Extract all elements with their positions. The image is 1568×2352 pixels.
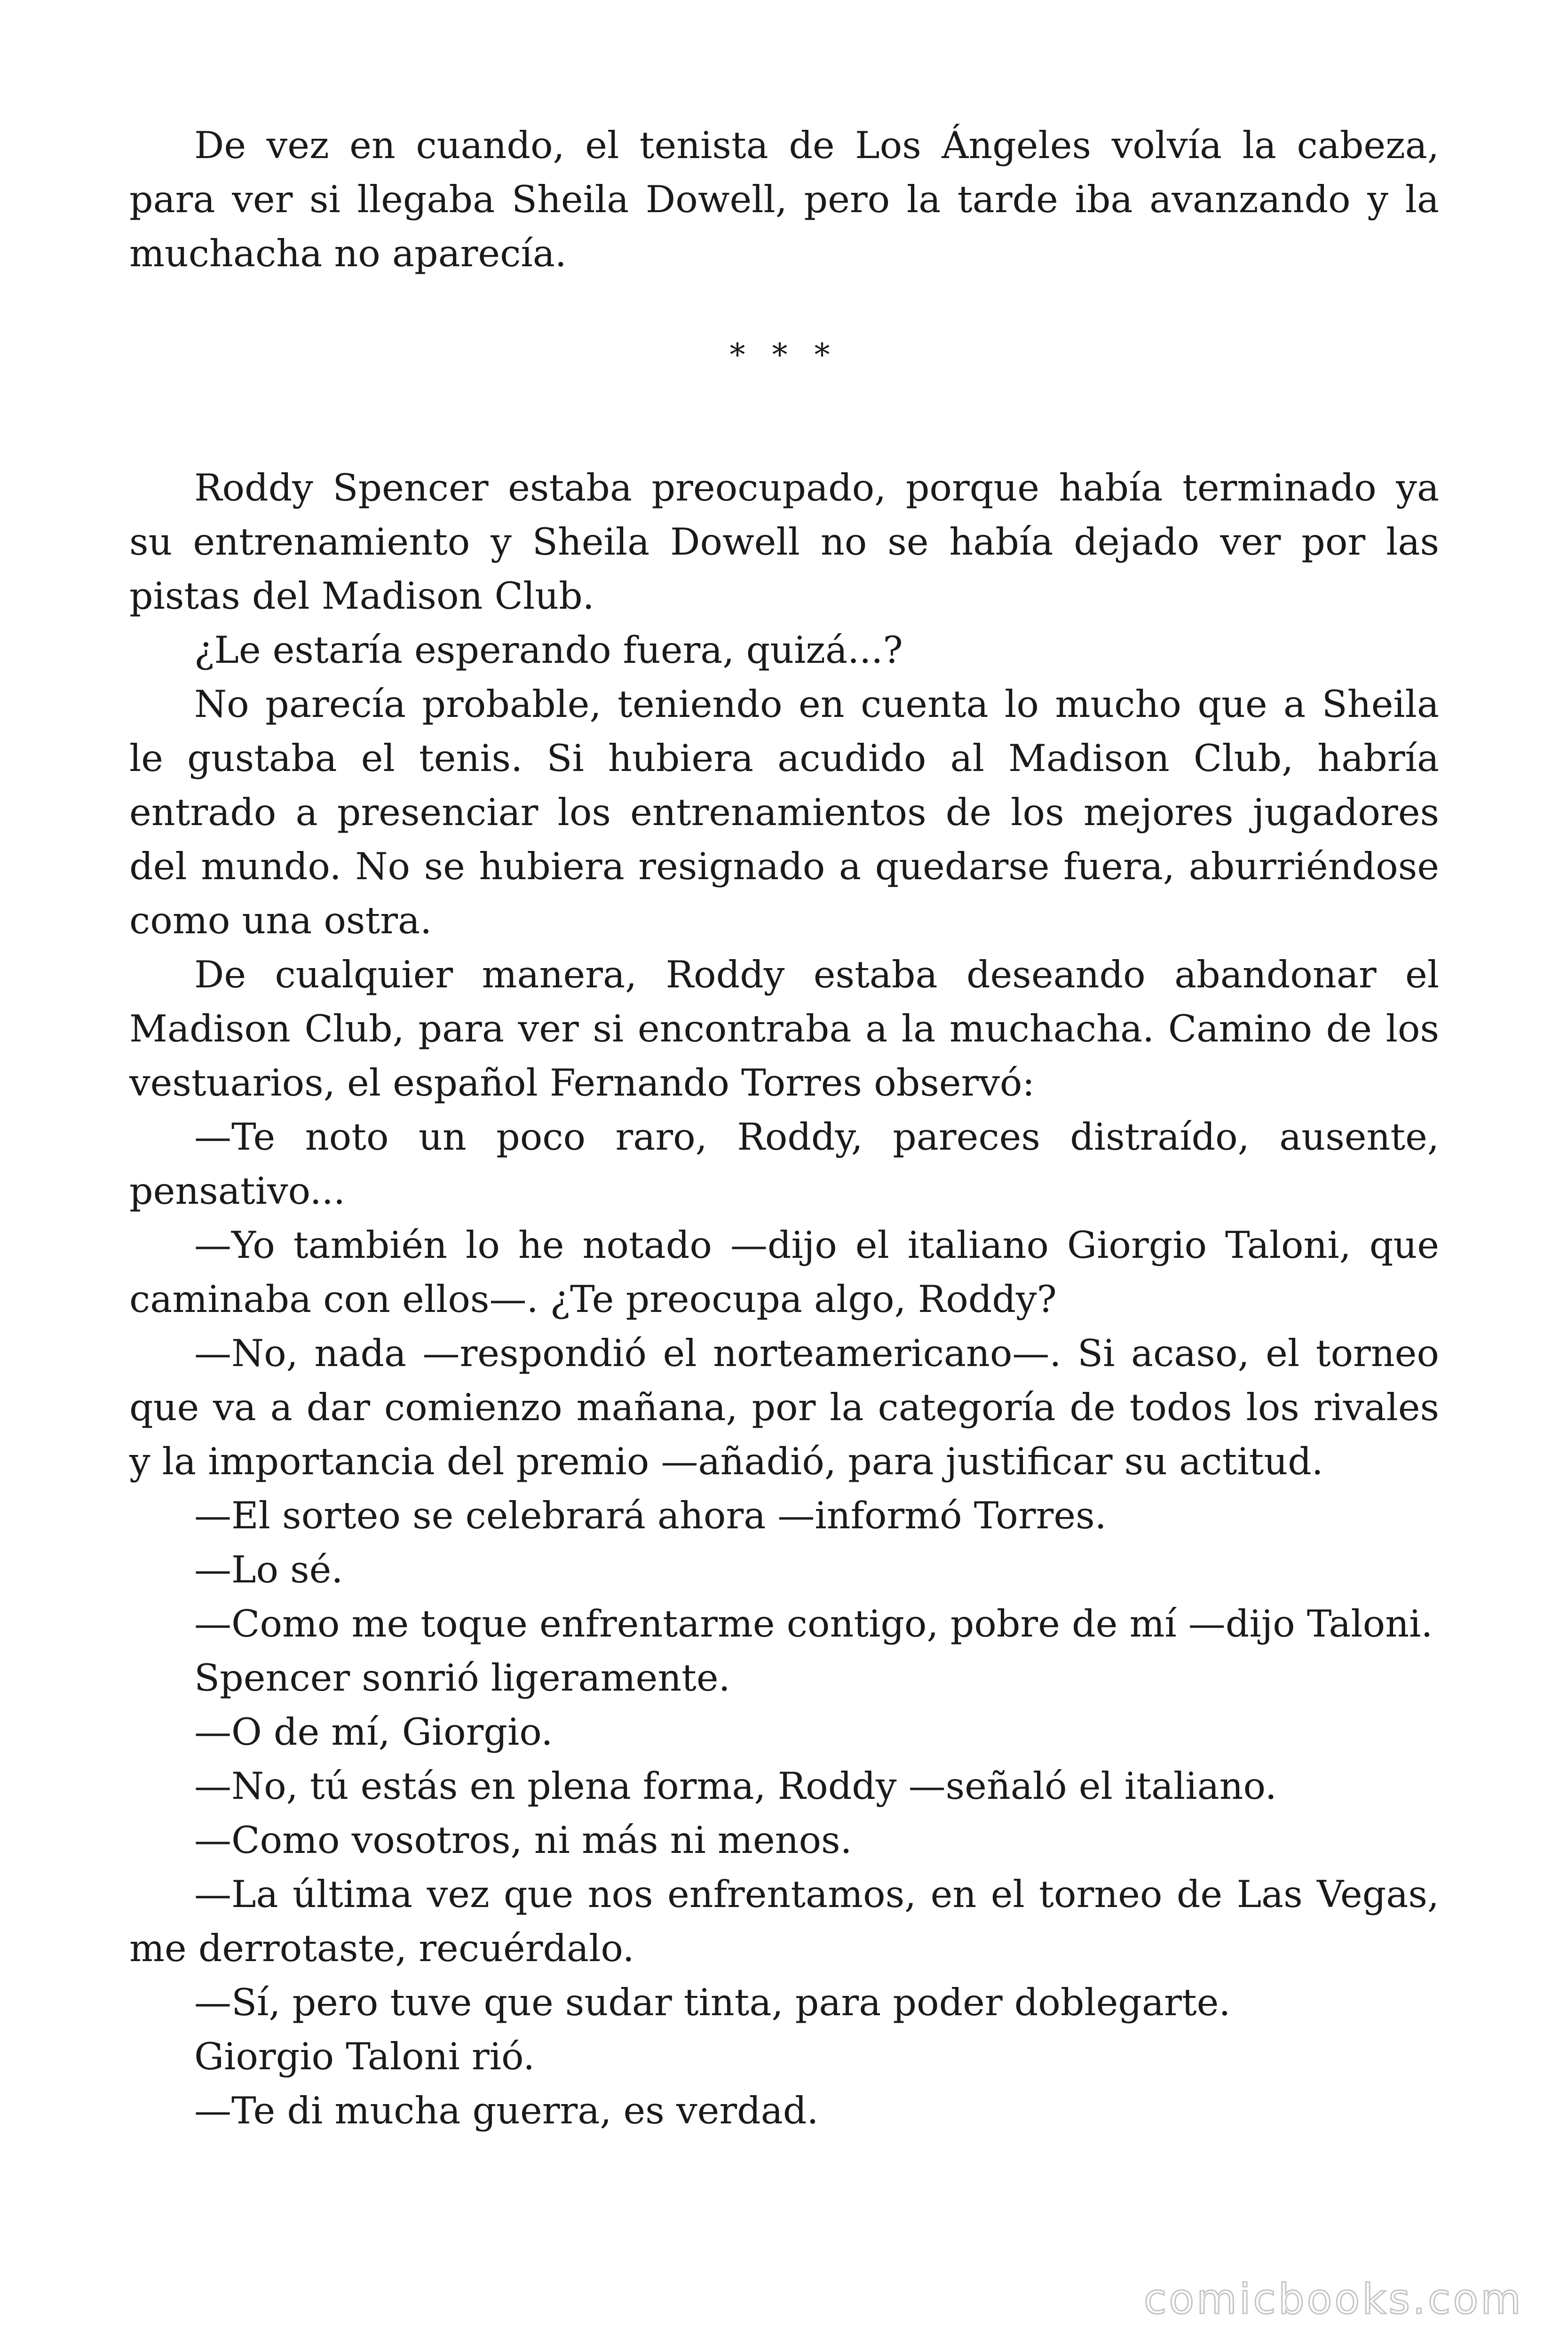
- dialogue-line: —Como me toque enfrentarme contigo, pobre de mí —dijo Taloni.: [194, 1602, 1433, 1645]
- watermark-text: comicbooks.com: [1143, 2275, 1523, 2323]
- dialogue-line: —Como vosotros, ni más ni menos.: [194, 1819, 852, 1862]
- dialogue-line: —El sorteo se celebrará ahora —informó Torres.: [194, 1494, 1107, 1537]
- dialogue-line: —No, nada —respondió el norteamericano—. Si acaso, el torneo que va a dar comienzo mañana, por la categoría de todos los rivales y la importancia del premio —añadió, para justificar su actitud.: [129, 1332, 1439, 1483]
- dialogue-line: —Te noto un poco raro, Roddy, pareces distraído, ausente, pensativo...: [129, 1115, 1439, 1213]
- paragraph: Spencer sonrió ligeramente.: [194, 1656, 730, 1700]
- dialogue-line: —Sí, pero tuve que sudar tinta, para poder doblegarte.: [194, 1981, 1231, 2024]
- dialogue-line: —Yo también lo he notado —dijo el italiano Giorgio Taloni, que caminaba con ellos—. ¿Te preocupa algo, Roddy?: [129, 1224, 1439, 1321]
- paragraph: De cualquier manera, Roddy estaba deseando abandonar el Madison Club, para ver si encontraba a la muchacha. Camino de los vestuarios, el español Fernando Torres observó:: [129, 953, 1439, 1104]
- dialogue-line: —Lo sé.: [194, 1548, 343, 1591]
- section-separator: * * *: [729, 337, 839, 373]
- top-text-block: [129, 119, 1439, 281]
- dialogue-line: —Te di mucha guerra, es verdad.: [194, 2089, 819, 2132]
- paragraph: ¿Le estaría esperando fuera, quizá...?: [194, 628, 903, 672]
- paragraph: De vez en cuando, el tenista de Los Ángeles volvía la cabeza, para ver si llegaba Sheila Dowell, pero la tarde iba avanzando y la muchacha no aparecía.: [129, 124, 1439, 275]
- dialogue-line: —O de mí, Giorgio.: [194, 1710, 553, 1754]
- paragraph: Roddy Spencer estaba preocupado, porque había terminado ya su entrenamiento y Sheila Dowell no se había dejado ver por las pistas del Madison Club.: [129, 466, 1439, 618]
- paragraph: Giorgio Taloni rió.: [194, 2035, 535, 2078]
- paragraph: No parecía probable, teniendo en cuenta lo mucho que a Sheila le gustaba el tenis. Si hubiera acudido al Madison Club, habría entrado a presenciar los entrenamientos de los mejores jugadores del mundo. No se hubiera resignado a quedarse fuera, aburriéndose como una ostra.: [129, 683, 1439, 942]
- dialogue-line: —No, tú estás en plena forma, Roddy —señaló el italiano.: [194, 1764, 1277, 1808]
- main-text-block: [129, 461, 1439, 2138]
- dialogue-line: —La última vez que nos enfrentamos, en el torneo de Las Vegas, me derrotaste, recuérdalo.: [129, 1873, 1439, 1970]
